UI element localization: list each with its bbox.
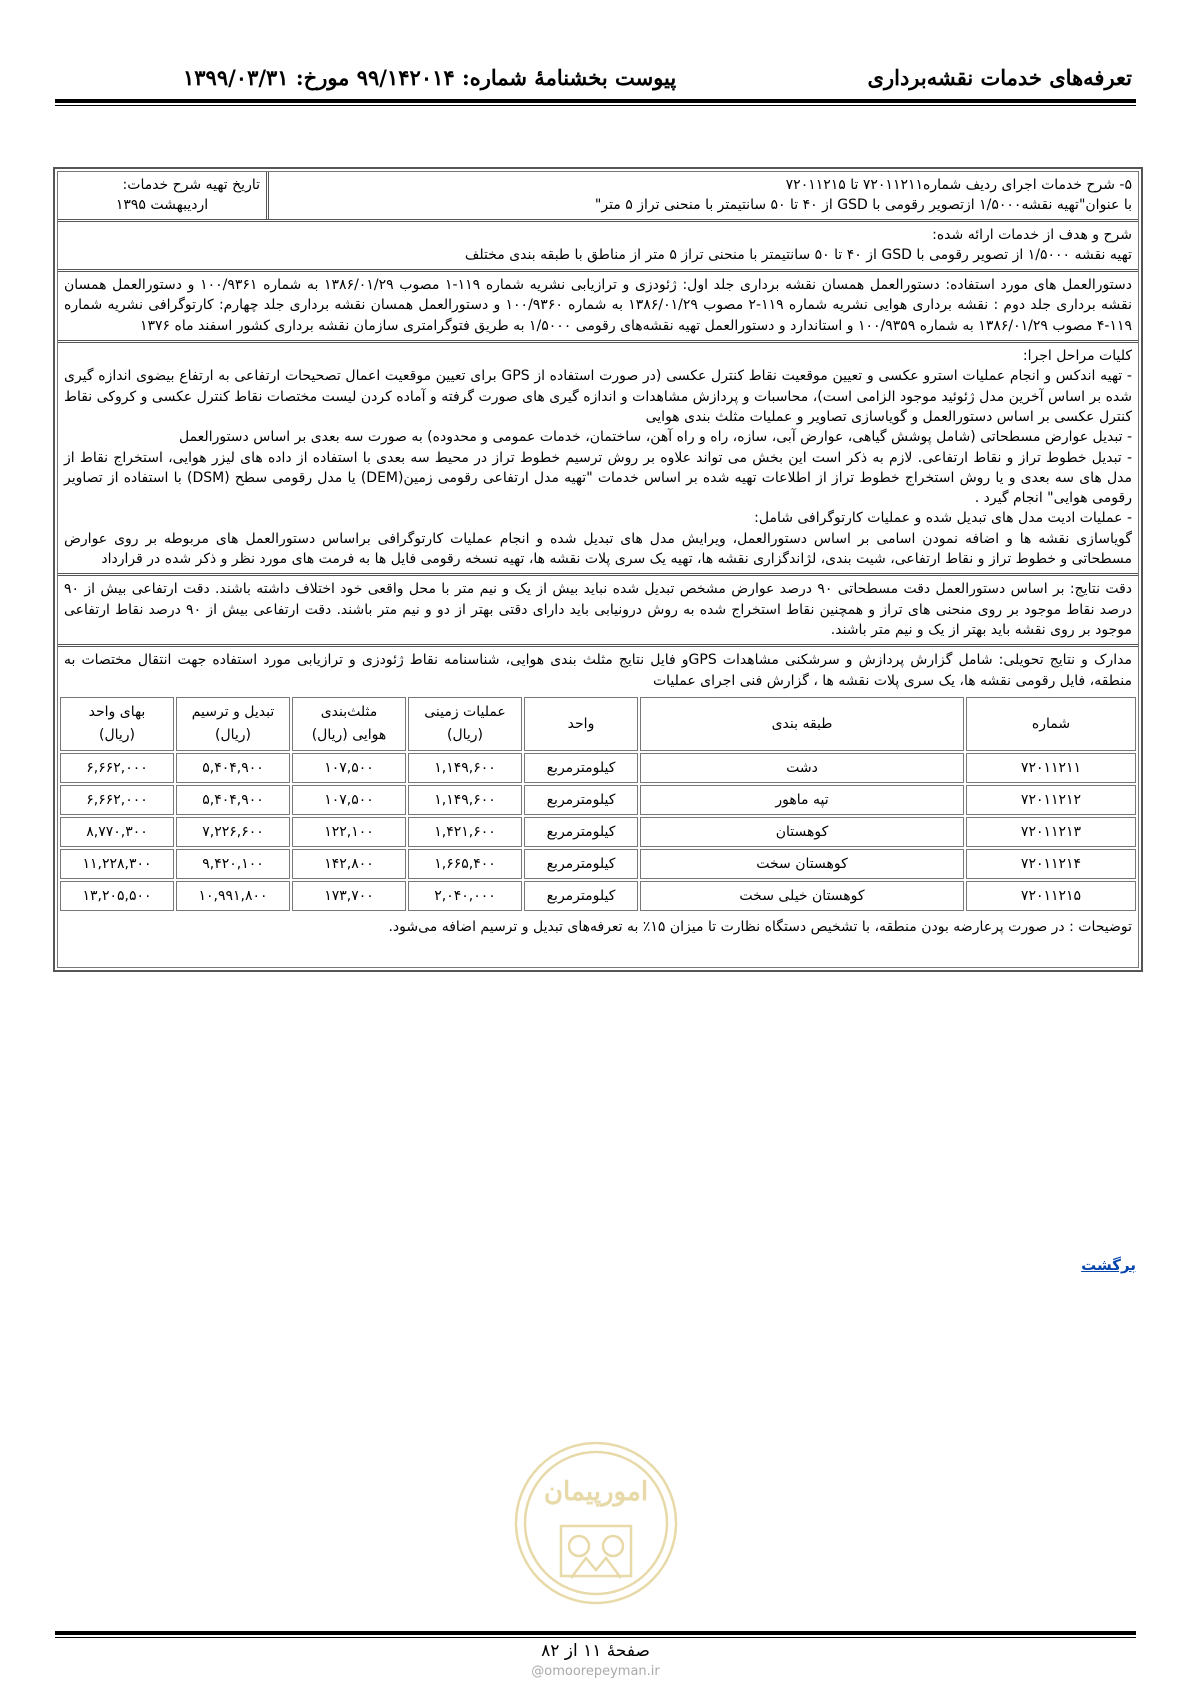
header-price: بهای واحد (ریال) (60, 697, 174, 751)
row-unit: کیلومترمربع (524, 785, 638, 815)
row-triangulation: ۱۰۷,۵۰۰ (292, 785, 406, 815)
date-value: اردیبهشت ۱۳۹۵ (115, 197, 209, 214)
table-row (60, 881, 1136, 911)
row-price: ۸,۷۷۰,۳۰۰ (60, 817, 174, 847)
row-price: ۱۳,۲۰۵,۵۰۰ (60, 881, 174, 911)
notes: توضیحات : در صورت پرعارضه بودن منطقه، با تشخیص دستگاه نظارت تا میزان ۱۵٪ به تعرفه‌های تبدیل و ترسیم اضافه می‌شود. (388, 918, 1132, 935)
row-ground: ۱,۱۴۹,۶۰۰ (408, 753, 522, 783)
row-ground: ۱,۶۶۵,۴۰۰ (408, 849, 522, 879)
deliverables-text: مدارک و نتایج تحویلی: شامل گزارش پردازش و سرشکنی مشاهدات GPSو فایل نتایج مثلث بندی هوایی، شناسنامه نقاط ژئودزی و ترازیابی مورد استفاده جهت انتقال مختصات به منطقه، فایل رقومی نقشه ها، یک سری پلات نقشه ها ، گزارش فنی اجرای عملیات (64, 652, 1132, 689)
row-triangulation: ۱۲۲,۱۰۰ (292, 817, 406, 847)
page-number: صفحهٔ ۱۱ از ۸۲ (541, 1641, 650, 1661)
deliverables-section (58, 647, 1138, 695)
row-class: دشت (640, 753, 964, 783)
step-editing: - عملیات ادیت مدل های تبدیل شده و عملیات کارتوگرافی شامل: (754, 510, 1132, 527)
row-unit: کیلومترمربع (524, 881, 638, 911)
seal-watermark-icon (511, 1438, 681, 1608)
row-class: کوهستان سخت (640, 849, 964, 879)
header-rule-thick (55, 99, 1136, 103)
site-watermark: @omoorepeyman.ir (531, 1664, 660, 1679)
row-unit: کیلومترمربع (524, 753, 638, 783)
row-class: کوهستان خیلی سخت (640, 881, 964, 911)
table-row (60, 817, 1136, 847)
table-row (60, 753, 1136, 783)
row-number: ۷۲۰۱۱۲۱۲ (966, 785, 1136, 815)
seal-text: امورپیمان (543, 1477, 649, 1507)
row-price: ۱۱,۲۲۸,۳۰۰ (60, 849, 174, 879)
row-number: ۷۲۰۱۱۲۱۳ (966, 817, 1136, 847)
service-title (266, 172, 1138, 219)
fee-table (58, 695, 1138, 913)
row-ground: ۲,۰۴۰,۰۰۰ (408, 881, 522, 911)
purpose-section (58, 222, 1138, 273)
steps-heading: کلیات مراحل اجرا: (1022, 348, 1132, 365)
row-ground: ۱,۴۲۱,۶۰۰ (408, 817, 522, 847)
standards-text: دستورالعمل های مورد استفاده: دستورالعمل همسان نقشه برداری جلد اول: ژئودزی و ترازیابی نشریه شماره ۱۱۹-۱ مصوب ۱۳۸۶/۰۱/۲۹ به شماره ۱۰۰/۹۳۶۱ و دستورالعمل همسان نقشه برداری جلد دوم : نقشه برداری هوایی نشریه شماره ۱۱۹-۲ مصوب ۱۳۸۶/۰۱/۲۹ به شماره ۱۰۰/۹۳۶۰ و دستورالعمل همسان نقشه برداری جلد چهارم: کارتوگرافی نشریه شماره ۱۱۹-۴ مصوب ۱۳۸۶/۰۱/۲۹ به شماره ۱۰۰/۹۳۵۹ و استاندارد و دستورالعمل تهیه نقشه‌های رقومی ۱/۵۰۰۰ به طریق فتوگرامتری سازمان نقشه برداری کشور اسفند ماه ۱۳۷۶ (64, 277, 1132, 334)
table-row (60, 785, 1136, 815)
date-label: تاریخ تهیه شرح خدمات: (122, 177, 260, 193)
footer-rule-thin (55, 1637, 1136, 1638)
header-ground: عملیات زمینی (ریال) (408, 697, 522, 751)
row-price: ۶,۶۶۲,۰۰۰ (60, 785, 174, 815)
page-header (55, 58, 1136, 96)
step-cartography: گویاسازی نقشه ها و اضافه نمودن اسامی بر اساس دستورالعمل، ویرایش مدل های تبدیل شده و انجام عملیات کارتوگرافی براساس دستورالعمل های مربوطه بر روی عوارض مسطحاتی و خطوط تراز و نقاط ارتفاعی، شیت بندی، لژاندگزاری نقشه ها، تهیه یک سری پلات نقشه ها، تهیه نسخه رقومی فایل ها به فرمت های مورد نظر و ذکر شده در قرارداد (64, 530, 1132, 568)
row-number: ۷۲۰۱۱۲۱۴ (966, 849, 1136, 879)
steps-section (58, 343, 1138, 576)
preparation-date (58, 172, 266, 219)
row-triangulation: ۱۷۳,۷۰۰ (292, 881, 406, 911)
row-conversion: ۱۰,۹۹۱,۸۰۰ (176, 881, 290, 911)
header-unit: واحد (524, 697, 638, 751)
row-number: ۷۲۰۱۱۲۱۱ (966, 753, 1136, 783)
row-number: ۷۲۰۱۱۲۱۵ (966, 881, 1136, 911)
header-class: طبقه بندی (640, 697, 964, 751)
row-class: کوهستان (640, 817, 964, 847)
row-ground: ۱,۱۴۹,۶۰۰ (408, 785, 522, 815)
document-title: تعرفه‌های خدمات نقشه‌برداری (867, 64, 1132, 90)
accuracy-text: دقت نتایج: بر اساس دستورالعمل دقت مسطحاتی ۹۰ درصد عوارض مشخص تبدیل شده نباید بیش از یک و نیم متر با محل واقعی خود اختلاف داشته باشند. دقت ارتفاعی بیش از ۹۰ درصد نقاط موجود بر روی منحنی های تراز و همچنین نقاط استخراج شده به روش درونیابی باید دارای دقتی بهتر از دو و نیم متر باشند. دقت ارتفاعی بیش از ۹۰ درصد نقاط ارتفاعی موجود بر روی نقشه باید بهتر از یک و نیم متر باشند. (64, 581, 1132, 638)
service-description-frame (53, 167, 1143, 972)
accuracy-section (58, 576, 1138, 647)
service-title-line2: با عنوان"تهیه نقشه۱/۵۰۰۰ ازتصویر رقومی با GSD از ۴۰ تا ۵۰ سانتیمتر با منحنی تراز ۵ متر" (594, 197, 1132, 214)
step-planimetric: - تبدیل عوارض مسطحاتی (شامل پوشش گیاهی، عوارض آبی، سازه، راه و راه آهن، ساختمان، خدمات عمومی و محدوده) به صورت سه بعدی بر اساس دستورالعمل (178, 429, 1132, 446)
circular-reference: پیوست بخشنامهٔ شماره: ۹۹/۱۴۲۰۱۴ مورخ: ۱۳۹۹/۰۳/۳۱ (183, 64, 677, 90)
row-conversion: ۵,۴۰۴,۹۰۰ (176, 785, 290, 815)
header-number: شماره (966, 697, 1136, 751)
back-link[interactable]: برگشت (1081, 1256, 1136, 1274)
table-row (60, 849, 1136, 879)
title-row (58, 172, 1138, 222)
service-title-line1: ۵- شرح خدمات اجرای ردیف شماره۷۲۰۱۱۲۱۱ تا ۷۲۰۱۱۲۱۵ (785, 177, 1132, 193)
row-class: تپه ماهور (640, 785, 964, 815)
purpose-heading: شرح و هدف از خدمات ارائه شده: (932, 226, 1132, 243)
row-conversion: ۹,۴۲۰,۱۰۰ (176, 849, 290, 879)
row-conversion: ۷,۲۲۶,۶۰۰ (176, 817, 290, 847)
row-unit: کیلومترمربع (524, 817, 638, 847)
purpose-text: تهیه نقشه ۱/۵۰۰۰ از تصویر رقومی با GSD از ۴۰ تا ۵۰ سانتیمتر با منحنی تراز ۵ متر از مناطق با طبقه بندی مختلف (464, 246, 1132, 263)
row-triangulation: ۱۴۲,۸۰۰ (292, 849, 406, 879)
step-photo-control: - تهیه اندکس و انجام عملیات استرو عکسی و تعیین موقعیت نقاط کنترل عکسی (در صورت استفاده از GPS برای تعیین موقعیت اعمال تصحیحات ارتفاعی به ارتفاع بیضوی اندازه گیری شده بر اساس آخرین مدل ژئوئید موجود الزامی است)، محاسبات و پردازش مشاهدات و اندازه گیری های صورت گرفته و آماده کردن لیست مختصات نقاط کنترل عکسی و کروکی نقاط کنترل عکسی بر اساس دستورالعمل و گویاسازی تصاویر و عملیات مثلث بندی هوایی (64, 368, 1132, 425)
row-triangulation: ۱۰۷,۵۰۰ (292, 753, 406, 783)
header-rule-thin (55, 105, 1136, 106)
row-unit: کیلومترمربع (524, 849, 638, 879)
header-conversion: تبدیل و ترسیم (ریال) (176, 697, 290, 751)
footer-rule-thick (55, 1631, 1136, 1635)
fee-table-header (60, 697, 1136, 751)
standards-section (58, 272, 1138, 343)
row-conversion: ۵,۴۰۴,۹۰۰ (176, 753, 290, 783)
row-price: ۶,۶۶۲,۰۰۰ (60, 753, 174, 783)
header-triangulation: مثلث‌بندی هوایی (ریال) (292, 697, 406, 751)
step-contours: - تبدیل خطوط تراز و نقاط ارتفاعی. لازم به ذکر است این بخش می تواند علاوه بر روش ترسیم خطوط تراز در محیط سه بعدی با استفاده از داده های لیزر هوایی، استخراج نقاط از مدل های سه بعدی و یا روش استخراج خطوط تراز از اطلاعات تهیه شده بر اساس خدمات "تهیه مدل ارتفاعی رقومی زمین(DEM) یا مدل رقومی سطح (DSM) با استفاده از تصاویر رقومی هوایی" انجام گیرد . (64, 449, 1133, 507)
